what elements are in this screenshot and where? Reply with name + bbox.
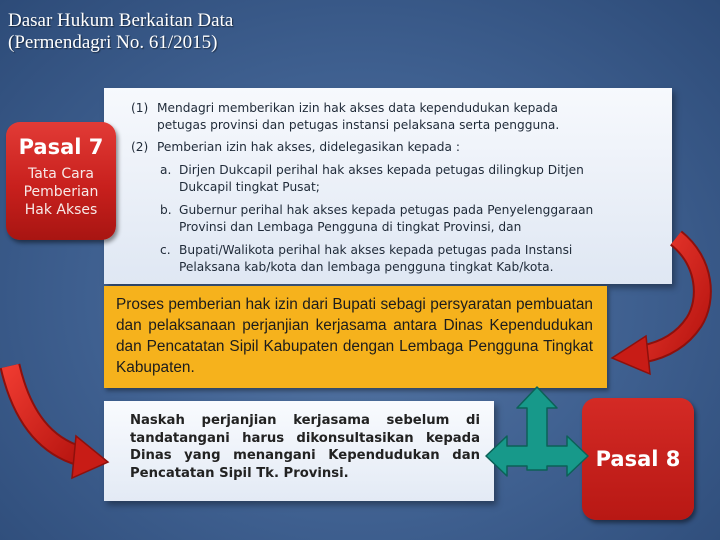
pasal-7-subtitle-line3: Hak Akses — [24, 202, 98, 218]
rule-2b-letter: b. — [160, 203, 172, 217]
rule-2a-letter: a. — [160, 163, 172, 177]
rule-2c-letter: c. — [160, 243, 171, 257]
rule-2-number: (2) — [131, 140, 149, 154]
rule-2c-line2: Pelaksana kab/kota dan lembaga pengguna tingkat Kab/kota. — [179, 260, 554, 274]
rule-1-number: (1) — [131, 101, 149, 115]
rule-2b-line1: Gubernur perihal hak akses kepada petugas pada Penyelenggaraan — [179, 203, 594, 217]
curved-arrow-icon — [10, 366, 108, 478]
rule-1-line2: petugas provinsi dan petugas instansi pelaksana serta pengguna. — [157, 118, 560, 132]
pasal-7-subtitle-line2: Pemberian — [23, 184, 99, 200]
rule-1-line1: Mendagri memberikan izin hak akses data kependudukan kepada — [157, 101, 558, 115]
slide-title-line2: (Permendagri No. 61/2015) — [8, 32, 218, 53]
rule-2-line1: Pemberian izin hak akses, didelegasikan kepada : — [157, 140, 460, 154]
rule-2c-line1: Bupati/Walikota perihal hak akses kepada petugas pada Instansi — [179, 243, 573, 257]
rule-2b-line2: Provinsi dan Lembaga Pengguna di tingkat Provinsi, dan — [179, 220, 522, 234]
rule-2a-line1: Dirjen Dukcapil perihal hak akses kepada petugas dilingkup Ditjen — [179, 163, 584, 177]
pasal-7-label: Pasal 7 — [18, 135, 104, 159]
four-way-arrow-icon — [486, 387, 588, 476]
pasal-8-label: Pasal 8 — [595, 447, 681, 471]
curved-arrow-icon — [612, 238, 702, 374]
rule-2a-line2: Dukcapil tingkat Pusat; — [179, 180, 320, 194]
naskah-text: Naskah perjanjian kerjasama sebelum di tandatangani harus dikonsultasikan kepada Dinas yang menangani Kependudukan dan Pencatatan Sipil Tk. Provinsi. — [130, 413, 480, 481]
proses-text: Proses pemberian hak izin dari Bupati sebagi persyaratan pembuatan dan pelaksanaan perjanjian kerjasama antara Dinas Kependudukan dan Pencatatan Sipil Kabupaten dengan Lembaga Pengguna Tingkat Kabupaten. — [116, 296, 593, 376]
pasal-7-subtitle-line1: Tata Cara — [27, 166, 95, 182]
slide-title-line1: Dasar Hukum Berkaitan Data — [8, 10, 234, 31]
